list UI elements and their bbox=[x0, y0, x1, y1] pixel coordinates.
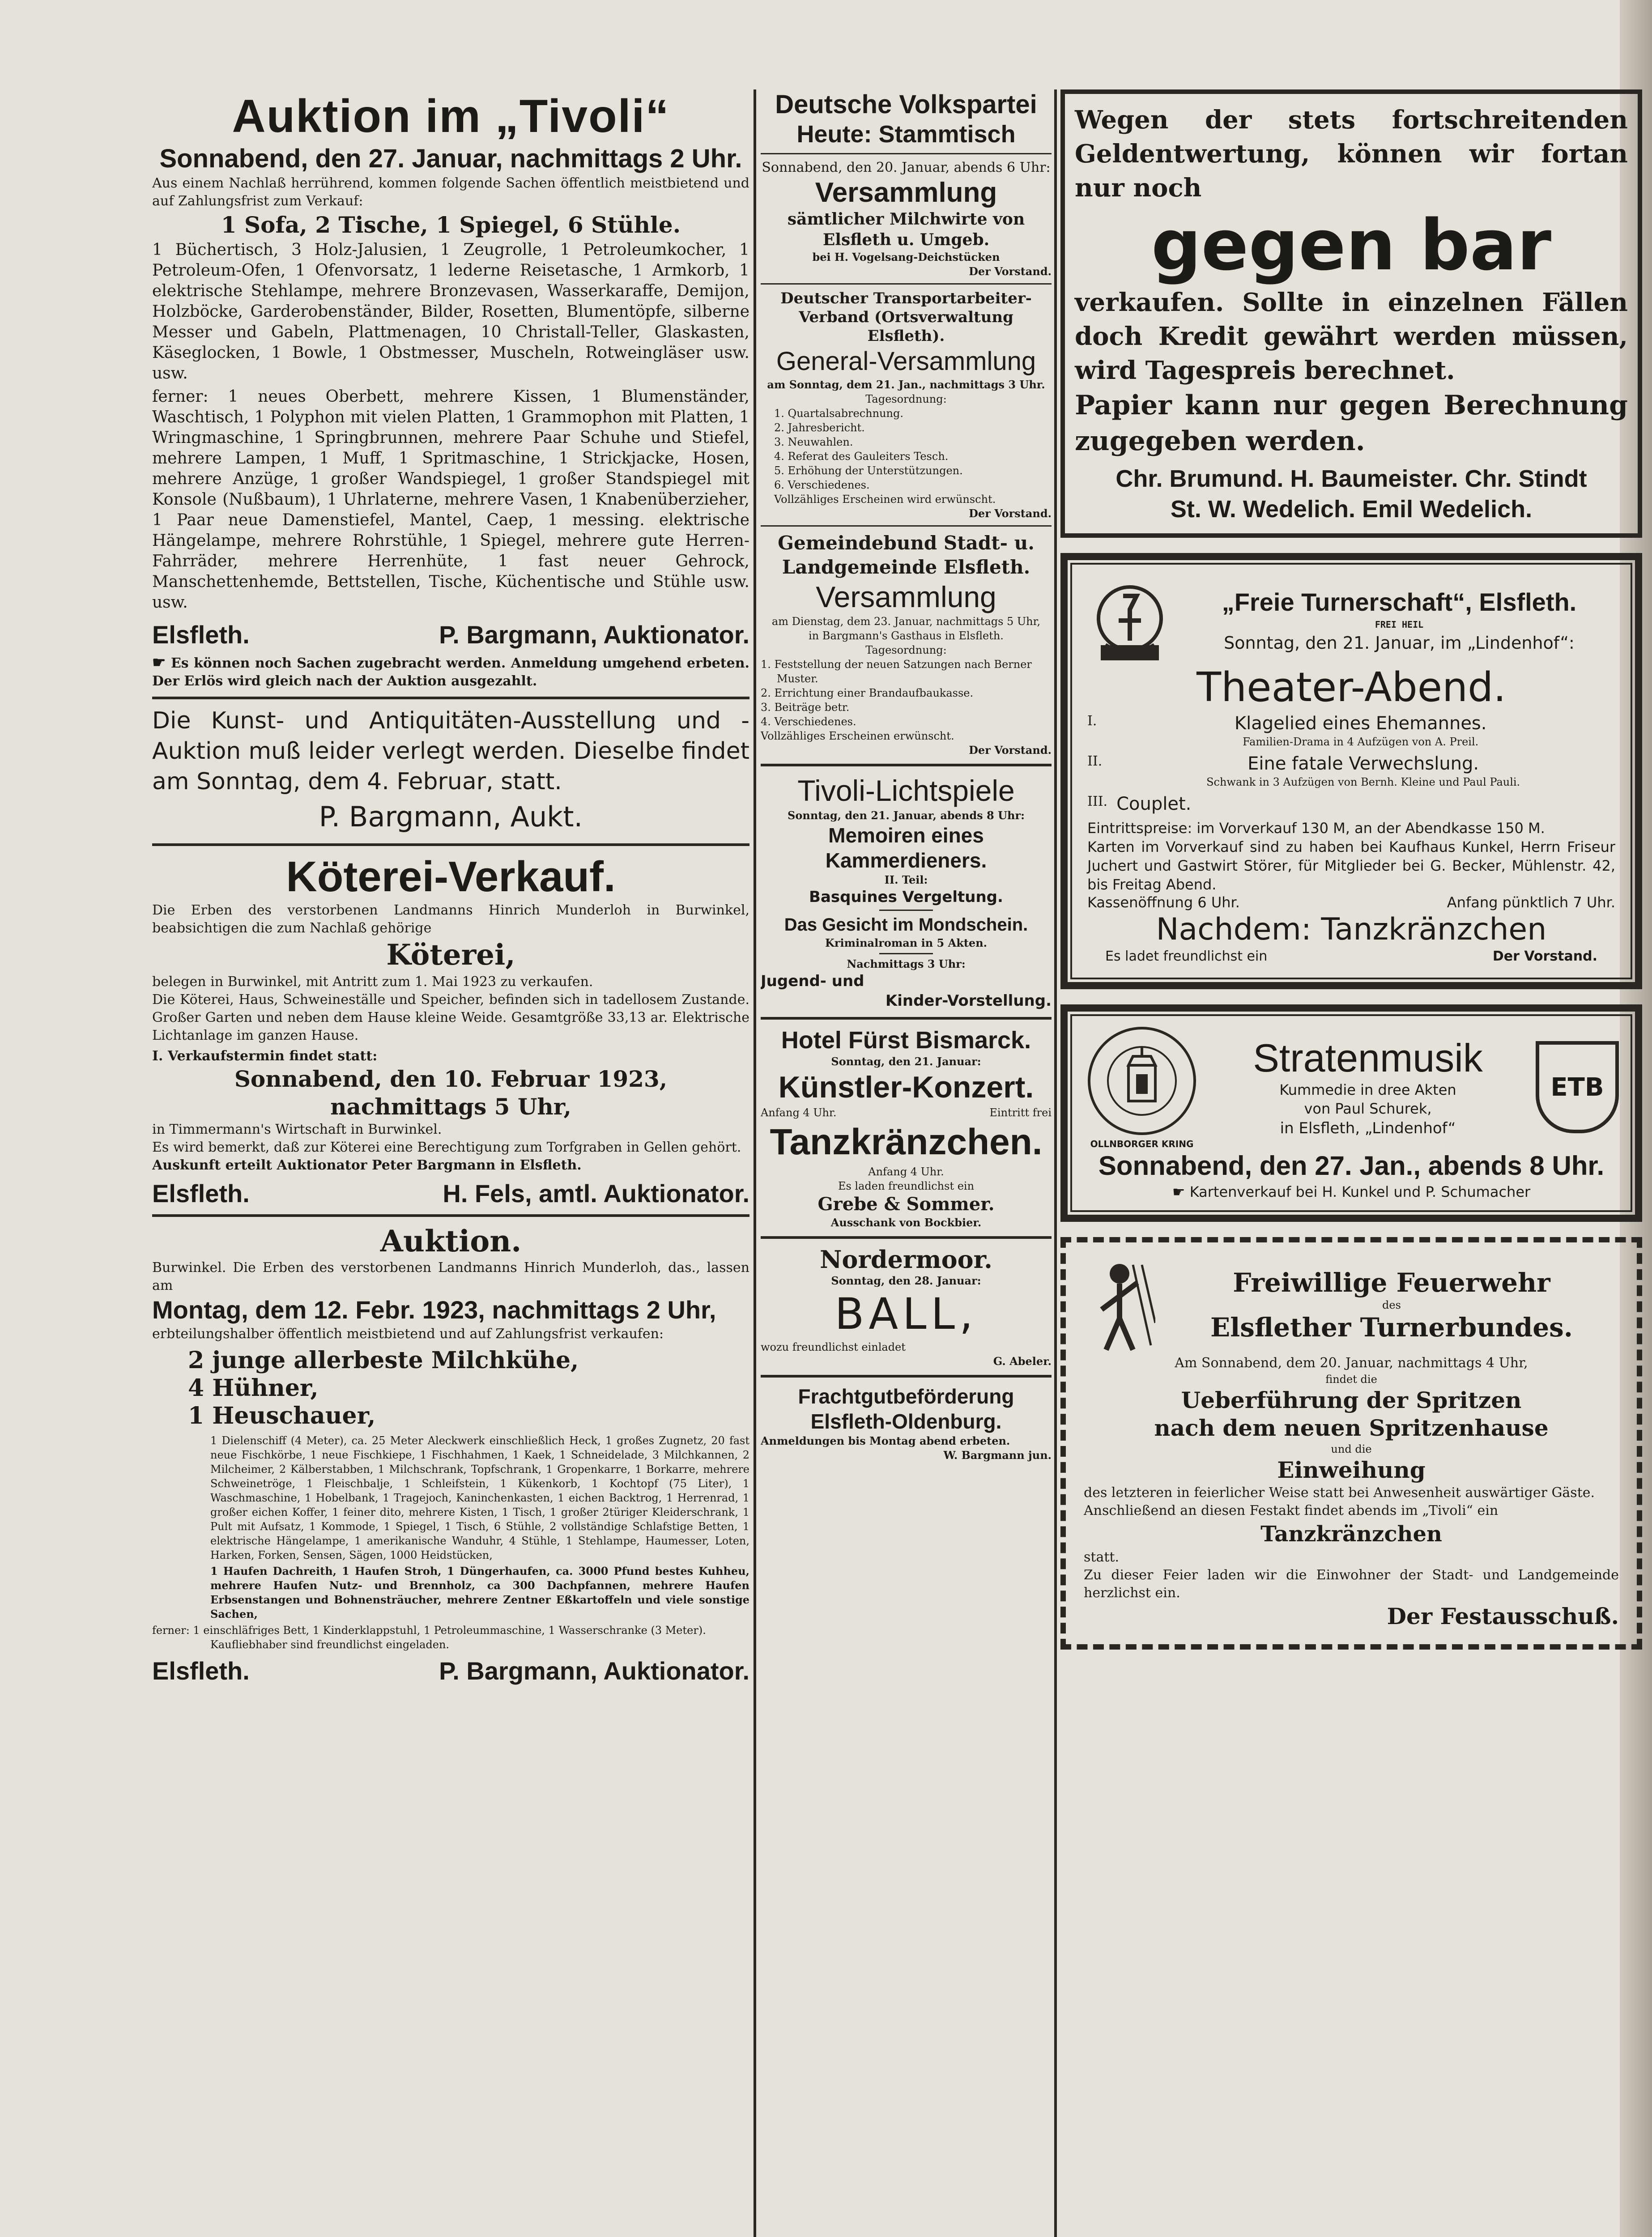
koeterei-termin-place: in Timmermann's Wirtschaft in Burwinkel. bbox=[152, 1122, 442, 1137]
geld-names1: Chr. Brumund. H. Baumeister. Chr. Stindt bbox=[1116, 465, 1587, 492]
tivoli-licht-afternoon: Nachmittags 3 Uhr: bbox=[847, 957, 966, 970]
straten-tickets-text: Kartenverkauf bei H. Kunkel und P. Schumacher bbox=[1189, 1183, 1531, 1200]
straten-tickets bbox=[1084, 1182, 1619, 1201]
gemeindebund-place: in Bargmann's Gasthaus in Elsfleth. bbox=[809, 629, 1004, 642]
tivoli-auction-highlight: 1 Sofa, 2 Tische, 1 Spiegel, 6 Stühle. bbox=[221, 212, 681, 238]
feuerwehr-sign: Der Festausschuß. bbox=[1387, 1603, 1619, 1629]
bismarck-start2: Anfang 4 Uhr. bbox=[868, 1165, 944, 1178]
turner-p2-sub: Schwank in 3 Aufzügen von Bernh. Kleine und Paul Pauli. bbox=[1206, 776, 1520, 788]
divider bbox=[761, 525, 1052, 527]
auktion2-intro: Burwinkel. Die Erben des verstorbenen Landmanns Hinrich Munderloh, das., lassen am bbox=[152, 1260, 749, 1293]
bismarck-tanz: Tanzkränzchen. bbox=[770, 1122, 1043, 1162]
auktion2-big2: 4 Hühner, bbox=[188, 1374, 319, 1402]
feuerwehr-des: des bbox=[1382, 1299, 1401, 1311]
turner-prices: Eintrittspreise: im Vorverkauf 130 M, an der Abendkasse 150 M. bbox=[1087, 820, 1545, 837]
fracht-ad bbox=[761, 1384, 1052, 1463]
bismarck-beer: Ausschank von Bockbier. bbox=[830, 1216, 982, 1229]
divider bbox=[761, 1017, 1052, 1020]
nordermoor-ad bbox=[761, 1245, 1052, 1369]
feuerwehr-date: Am Sonnabend, dem 20. Januar, nachmittags 4 Uhr, bbox=[1175, 1355, 1528, 1371]
tivoli-licht-film2b: Kriminalroman in 5 Akten. bbox=[825, 936, 988, 949]
dvp-ad bbox=[761, 89, 1052, 279]
auktion2-title: Auktion. bbox=[380, 1224, 522, 1259]
geld-line1: Wegen der stets fortschreitenden Geldentwertung, können wir fortan nur noch bbox=[1075, 105, 1628, 203]
feuerwehr-text3: Zu dieser Feier laden wir die Einwohner der Stadt- und Landgemeinde herzlichst ein. bbox=[1084, 1567, 1619, 1601]
koeterei-ad bbox=[152, 852, 749, 1208]
bismarck-konzert: Künstler-Konzert. bbox=[778, 1070, 1034, 1104]
feuerwehr-tanz: Tanzkränzchen bbox=[1260, 1522, 1442, 1547]
tivoli-auction-intro: Aus einem Nachlaß herrührend, kommen folgende Sachen öffentlich meistbietend und auf Zahlungsfrist zum Verkauf: bbox=[152, 175, 749, 209]
geld-line2: verkaufen. Sollte in einzelnen Fällen doch Kredit gewährt werden müssen, wird Tagespreis berechnet. bbox=[1075, 288, 1628, 385]
tivoli-auction-items1: 1 Büchertisch, 3 Holz-Jalusien, 1 Zeugrolle, 1 Petroleumkocher, 1 Petroleum-Ofen, 1 Ofenvorsatz, 1 lederne Reisetasche, 1 Armkorb, 1 elektrische Stehlampe, mehrere Bronzevasen, Wasserkaraffe, Demijon, Holzböcke, Garderobenständer, Bilder, Rosetten, Blumentöpfe, silberne Messer und Gabeln, Plattmenagen, 10 Christall-Teller, Glaskasten, Käseglocken, 1 Bowle, 1 Obstmesser, Muscheln, Rotweingläser usw. usw. bbox=[152, 241, 749, 383]
tivoli-auction-note bbox=[152, 654, 749, 690]
transport-item: 5. Erhöhung der Unterstützungen. bbox=[774, 464, 963, 477]
auktion2-items-bold: 1 Haufen Dachreith, 1 Haufen Stroh, 1 Düngerhaufen, ca. 3000 Pfund bestes Kuhheu, mehrere Haufen Nutz- und Brennholz, ca 300 Dachpfannen, mehrere Haufen Erbsenstangen und Bohnensträucher, mehrere Zentner Eßkartoffeln und viele sonstige Sachen, bbox=[210, 1565, 749, 1620]
feuerwehr-big1: Ueberführung der Spritzen bbox=[1181, 1387, 1522, 1413]
tivoli-licht-film2: Das Gesicht im Mondschein. bbox=[784, 915, 1028, 935]
divider bbox=[761, 764, 1052, 766]
tivoli-licht-ad bbox=[761, 773, 1052, 1011]
tivoli-licht-youth2: Kinder-Vorstellung. bbox=[885, 992, 1052, 1010]
straten-place: in Elsfleth, „Lindenhof“ bbox=[1280, 1119, 1456, 1137]
dvp-sign: Der Vorstand. bbox=[969, 265, 1052, 278]
kunst-notice-text: Die Kunst- und Antiquitäten-Ausstellung und -Auktion muß leider verlegt werden. Dieselbe findet am Sonntag, dem 4. Februar, statt. bbox=[152, 707, 749, 795]
geld-big: gegen bar bbox=[1151, 204, 1552, 286]
koeterei-sign-place: Elsfleth. bbox=[152, 1179, 250, 1208]
transport-gv: General-Versammlung bbox=[776, 347, 1036, 376]
nordermoor-date: Sonntag, den 28. Januar: bbox=[831, 1274, 981, 1287]
turner-theater: Theater-Abend. bbox=[1196, 664, 1506, 711]
transport-title: Deutscher Transportarbeiter-Verband (Ortsverwaltung Elsfleth). bbox=[780, 289, 1032, 345]
dvp-sub: sämtlicher Milchwirte von Elsfleth u. Umgeb. bbox=[787, 210, 1025, 249]
divider bbox=[152, 843, 749, 846]
turner-p1-title: Klagelied eines Ehemannes. bbox=[1234, 713, 1487, 734]
turner-p3-number: III. bbox=[1087, 794, 1108, 809]
bismarck-invite: Es laden freundlichst ein bbox=[838, 1180, 975, 1192]
divider bbox=[761, 1375, 1052, 1378]
turner-p2-number: II. bbox=[1087, 753, 1103, 769]
transport-sign: Der Vorstand. bbox=[969, 507, 1052, 520]
column-rule-right bbox=[1054, 89, 1057, 2237]
tivoli-licht-film1: Memoiren eines Kammerdieners. bbox=[825, 824, 987, 872]
gemeindebund-item: 1. Feststellung der neuen Satzungen nach Berner Muster. bbox=[761, 658, 1032, 685]
tivoli-auction-date: Sonnabend, den 27. Januar, nachmittags 2 Uhr. bbox=[159, 144, 742, 173]
column-right bbox=[1060, 89, 1642, 2237]
bismarck-hosts: Grebe & Sommer. bbox=[817, 1194, 995, 1215]
straten-sub1: Kummedie in dree Akten bbox=[1279, 1081, 1456, 1098]
kunst-notice-sign: P. Bargmann, Aukt. bbox=[319, 800, 583, 833]
tivoli-auction-note-text: Es können noch Sachen zugebracht werden. Anmeldung umgehend erbeten. Der Erlös wird gleich nach der Auktion ausgezahlt. bbox=[152, 655, 749, 689]
koeterei-termin-label: I. Verkaufstermin findet statt: bbox=[152, 1048, 378, 1064]
koeterei-subtitle: Köterei, bbox=[386, 938, 515, 972]
turnerschaft-wreath-icon bbox=[1087, 578, 1172, 663]
gemeindebund-sign: Der Vorstand. bbox=[969, 744, 1052, 757]
turner-sign: Der Vorstand. bbox=[1492, 948, 1597, 964]
turner-tickets: Karten im Vorverkauf sind zu haben bei Kaufhaus Kunkel, Herrn Friseur Juchert und Gastwirt Störer, für Mitglieder bei G. Becker, Mühlenstr. 42, bis Freitag Abend. bbox=[1087, 838, 1615, 893]
koeterei-location: belegen in Burwinkel, mit Antritt zum 1. Mai 1923 zu verkaufen. bbox=[152, 974, 593, 990]
tivoli-licht-film1b: Basquines Vergeltung. bbox=[809, 888, 1003, 906]
gemeindebund-item: 2. Errichtung einer Brandaufbaukasse. bbox=[761, 687, 974, 699]
transport-item: 4. Referat des Gauleiters Tesch. bbox=[774, 450, 949, 463]
feuerwehr-title2: Elsflether Turnerbundes. bbox=[1210, 1312, 1573, 1343]
auktion2-ad bbox=[152, 1223, 749, 1685]
kunst-notice-ad bbox=[152, 706, 749, 837]
pointing-hand-icon: ☛ bbox=[152, 654, 166, 672]
transport-to: Tagesordnung: bbox=[865, 393, 947, 405]
turner-p1-number: I. bbox=[1087, 713, 1097, 729]
divider bbox=[761, 1236, 1052, 1239]
straten-date: Sonnabend, den 27. Jan., abends 8 Uhr. bbox=[1098, 1151, 1605, 1181]
transport-note: Vollzähliges Erscheinen wird erwünscht. bbox=[774, 493, 996, 506]
auktion2-invite: Kaufliebhaber sind freundlichst eingeladen. bbox=[210, 1638, 450, 1651]
divider bbox=[761, 153, 1052, 154]
auktion2-big1: 2 junge allerbeste Milchkühe, bbox=[188, 1347, 579, 1374]
nordermoor-sign: G. Abeler. bbox=[993, 1355, 1052, 1368]
transport-item: 3. Neuwahlen. bbox=[774, 436, 853, 448]
geld-names2: St. W. Wedelich. Emil Wedelich. bbox=[1170, 496, 1533, 523]
transport-ad bbox=[761, 289, 1052, 521]
gemeindebund-item: 4. Verschiedenes. bbox=[761, 715, 856, 728]
lantern-ring-icon bbox=[1086, 1025, 1198, 1137]
auktion2-intro2: erbteilungshalber öffentlich meistbietend und auf Zahlungsfrist verkaufen: bbox=[152, 1326, 664, 1342]
geld-ad bbox=[1060, 89, 1642, 538]
auktion2-sign-place: Elsfleth. bbox=[152, 1657, 250, 1685]
turner-p2-title: Eine fatale Verwechslung. bbox=[1248, 753, 1479, 774]
bismarck-entry: Eintritt frei bbox=[989, 1106, 1052, 1119]
koeterei-remark: Es wird bemerkt, daß zur Köterei eine Berechtigung zum Torfgraben in Gellen gehört. bbox=[152, 1140, 741, 1155]
auktion2-date: Montag, dem 12. Febr. 1923, nachmittags 2 Uhr, bbox=[152, 1296, 716, 1324]
bismarck-date: Sonntag, den 21. Januar: bbox=[831, 1055, 981, 1068]
feuerwehr-einweihung: Einweihung bbox=[1277, 1457, 1426, 1483]
straten-sub2: von Paul Schurek, bbox=[1304, 1100, 1432, 1117]
koeterei-sign-name: H. Fels, amtl. Auktionator. bbox=[443, 1179, 749, 1208]
gemeindebund-to: Tagesordnung: bbox=[865, 644, 947, 656]
dvp-title: Deutsche Volkspartei bbox=[775, 90, 1037, 119]
dvp-date: Sonnabend, den 20. Januar, abends 6 Uhr: bbox=[762, 160, 1051, 175]
tivoli-auction-title: Auktion im „Tivoli“ bbox=[232, 90, 670, 142]
dvp-place: bei H. Vogelsang-Deichstücken bbox=[812, 251, 1000, 264]
feuerwehr-und: und die bbox=[1331, 1443, 1372, 1455]
auktion2-big3: 1 Heuschauer, bbox=[188, 1402, 376, 1429]
feuerwehr-text1: des letzteren in feierlicher Weise statt bei Anwesenheit auswärtiger Gäste. bbox=[1084, 1485, 1595, 1501]
column-rule-left bbox=[754, 89, 756, 2237]
feuerwehr-ad bbox=[1060, 1237, 1642, 1650]
fracht-title: Frachtgutbeförderung Elsfleth-Oldenburg. bbox=[798, 1385, 1014, 1433]
turner-after: Nachdem: Tanzkränzchen bbox=[1156, 912, 1547, 947]
turner-title: „Freie Turnerschaft“, Elsfleth. bbox=[1222, 588, 1577, 616]
gemeindebund-note: Vollzähliges Erscheinen erwünscht. bbox=[761, 730, 954, 742]
turner-invite: Es ladet freundlichst ein bbox=[1105, 948, 1268, 964]
koeterei-termin-time: nachmittags 5 Uhr, bbox=[330, 1093, 571, 1120]
turner-begin: Anfang pünktlich 7 Uhr. bbox=[1447, 894, 1615, 911]
feuerwehr-statt: statt. bbox=[1084, 1549, 1119, 1565]
column-left bbox=[152, 89, 749, 2237]
turner-open: Kassenöffnung 6 Uhr. bbox=[1087, 894, 1240, 911]
gemeindebund-title: Gemeindebund Stadt- u. Landgemeinde Elsfleth. bbox=[778, 532, 1035, 578]
pointing-hand-icon: ☛ bbox=[1172, 1183, 1185, 1200]
auktion2-items: 1 Dielenschiff (4 Meter), ca. 25 Meter Aleckwerk einschließlich Heck, 1 großes Zugnetz, 20 fast neue Fischkörbe, 1 neue Fischkiepe, 1 Fischhahmen, 1 Kaek, 1 Schneidelade, 3 Milchkannen, 2 Milcheimer, 2 Kälberstabben, 1 Milchschrank, Topfschrank, 1 Gropenkarre, 1 Borkarre, mehrere Schweinetröge, 1 Fleischbalje, 1 Schleifstein, 1 Kükenkorb, 1 Kochtopf (75 Liter), 1 Waschmaschine, 1 Hobelbank, 1 Tragejoch, Kaninchenkasten, 1 eichen Backtrog, 1 Herrenrad, 1 großer eichen Koffer, 1 feiner dito, mehrere Kisten, 1 Tisch, 1 großer 2türiger Kleiderschrank, 1 Pult mit Aufsatz, 1 Kommode, 1 Spiegel, 1 Tisch, 6 Stühle, 2 vollständige Schlafstige Betten, 1 elektrische Hängelampe, 1 amerikanische Wanduhr, 4 Stühle, 1 Stehlampe, Haumesser, Loten, Harken, Forken, Sensen, Sägen, 1000 Heidstücken, bbox=[210, 1434, 749, 1561]
tivoli-auction-sign-place: Elsfleth. bbox=[152, 621, 250, 649]
gemeindebund-item: 3. Beiträge betr. bbox=[761, 701, 850, 714]
nordermoor-invite: wozu freundlichst einladet bbox=[761, 1341, 906, 1353]
turner-date: Sonntag, den 21. Januar, im „Lindenhof“: bbox=[1224, 633, 1575, 653]
tivoli-auction-items2: ferner: 1 neues Oberbett, mehrere Kissen, 1 Blumenständer, Waschtisch, 1 Polyphon mit vielen Platten, 1 Grammophon mit Platten, 1 Wringmaschine, 1 Springbrunnen, mehrere Paar Schuhe und Stiefel, mehrere Lampen, 1 Muff, 1 Spritmaschine, 1 Strickjacke, Hosen, mehrere Anzüge, 1 großer Wandspiegel, 1 großer Standspiegel mit Konsole (Nußbaum), 1 Uhrlaterne, mehrere Vasen, 1 Knabenüberzieher, 1 Paar neue Damenstiefel, Mantel, Caep, 1 messing. elektrische Hängelampe, mehrere Rohrstühle, 1 Spiegel, mehrere gute Herren-Fahrräder, mehrere Herrenhüte, 1 fast neuer Gehrock, Manschettenhemde, Bettstellen, Tische, Küchentische und Stühle usw. usw. bbox=[152, 387, 749, 612]
feuerwehr-text2: Anschließend an diesen Festakt findet abends im „Tivoli“ ein bbox=[1084, 1503, 1499, 1518]
transport-item: 6. Verschiedenes. bbox=[774, 479, 870, 491]
tivoli-licht-youth1: Jugend- und bbox=[761, 972, 864, 990]
bismarck-ad bbox=[761, 1026, 1052, 1230]
feuerwehr-big2: nach dem neuen Spritzenhause bbox=[1154, 1415, 1549, 1441]
feuerwehr-findet: findet die bbox=[1325, 1373, 1377, 1386]
feuerwehr-title1: Freiwillige Feuerwehr bbox=[1233, 1267, 1550, 1298]
koeterei-title: Köterei-Verkauf. bbox=[286, 853, 616, 901]
koeterei-intro: Die Erben des verstorbenen Landmanns Hinrich Munderloh in Burwinkel, beabsichtigen die zum Nachlaß gehörige bbox=[152, 902, 749, 936]
divider bbox=[152, 1214, 749, 1217]
straten-logo: ETB bbox=[1550, 1072, 1604, 1102]
divider bbox=[761, 283, 1052, 285]
divider bbox=[152, 697, 749, 699]
tivoli-licht-part: II. Teil: bbox=[884, 873, 928, 886]
fracht-sign: W. Bargmann jun. bbox=[943, 1449, 1052, 1462]
auktion2-sign-name: P. Bargmann, Auktionator. bbox=[439, 1657, 749, 1685]
gemeindebund-versammlung: Versammlung bbox=[816, 580, 996, 613]
koeterei-termin-date: Sonnabend, den 10. Februar 1923, bbox=[234, 1066, 668, 1092]
nordermoor-title: Nordermoor. bbox=[820, 1245, 992, 1274]
tivoli-licht-date: Sonntag, den 21. Januar, abends 8 Uhr: bbox=[788, 809, 1025, 822]
column-middle bbox=[761, 89, 1052, 2237]
tivoli-auction-sign-name: P. Bargmann, Auktionator. bbox=[439, 621, 749, 649]
bismarck-start: Anfang 4 Uhr. bbox=[761, 1106, 837, 1119]
turner-p1-sub: Familien-Drama in 4 Aufzügen von A. Preil. bbox=[1243, 736, 1479, 748]
nordermoor-ball: BALL, bbox=[835, 1289, 978, 1339]
etb-shield-icon bbox=[1536, 1041, 1619, 1133]
tivoli-auction-ad bbox=[152, 89, 749, 690]
turner-p3-title: Couplet. bbox=[1116, 794, 1192, 814]
transport-item: 2. Jahresbericht. bbox=[774, 421, 865, 434]
gemeindebund-ad bbox=[761, 531, 1052, 757]
bismarck-title: Hotel Fürst Bismarck. bbox=[781, 1027, 1031, 1054]
straten-title: Stratenmusik bbox=[1253, 1036, 1483, 1080]
tivoli-licht-title: Tivoli-Lichtspiele bbox=[797, 774, 1015, 807]
straten-ad bbox=[1060, 1004, 1642, 1222]
straten-ring-text: OLLNBORGER KRING bbox=[1090, 1139, 1194, 1149]
fireman-ladder-icon bbox=[1084, 1256, 1155, 1354]
geld-line3: Papier kann nur gegen Berechnung zugegeben werden. bbox=[1075, 390, 1628, 457]
fracht-note: Anmeldungen bis Montag abend erbeten. bbox=[761, 1434, 1010, 1447]
dvp-heute: Heute: Stammtisch bbox=[796, 121, 1016, 148]
dvp-versammlung: Versammlung bbox=[815, 177, 997, 208]
gemeindebund-date: am Dienstag, dem 23. Januar, nachmittags 5 Uhr, bbox=[771, 615, 1041, 628]
koeterei-details: Die Köterei, Haus, Schweineställe und Speicher, befinden sich in tadellosem Zustande. Großer Garten und neben dem Hause kleine Weide. Gesamtgröße 33,13 ar. Elektrische Lichtanlage im ganzen Hause. bbox=[152, 992, 749, 1043]
divider bbox=[879, 953, 933, 954]
turner-ad bbox=[1060, 553, 1642, 989]
transport-date: am Sonntag, dem 21. Jan., nachmittags 3 Uhr. bbox=[767, 378, 1045, 391]
turner-logo-text: FREI HEIL bbox=[1375, 619, 1424, 630]
koeterei-auskunft: Auskunft erteilt Auktionator Peter Bargmann in Elsfleth. bbox=[152, 1157, 582, 1173]
divider bbox=[879, 910, 933, 911]
transport-item: 1. Quartalsabrechnung. bbox=[774, 407, 903, 420]
auktion2-ferner: ferner: 1 einschläfriges Bett, 1 Kinderklappstuhl, 1 Petroleummaschine, 1 Wasserschranke (3 Meter). bbox=[152, 1624, 706, 1637]
